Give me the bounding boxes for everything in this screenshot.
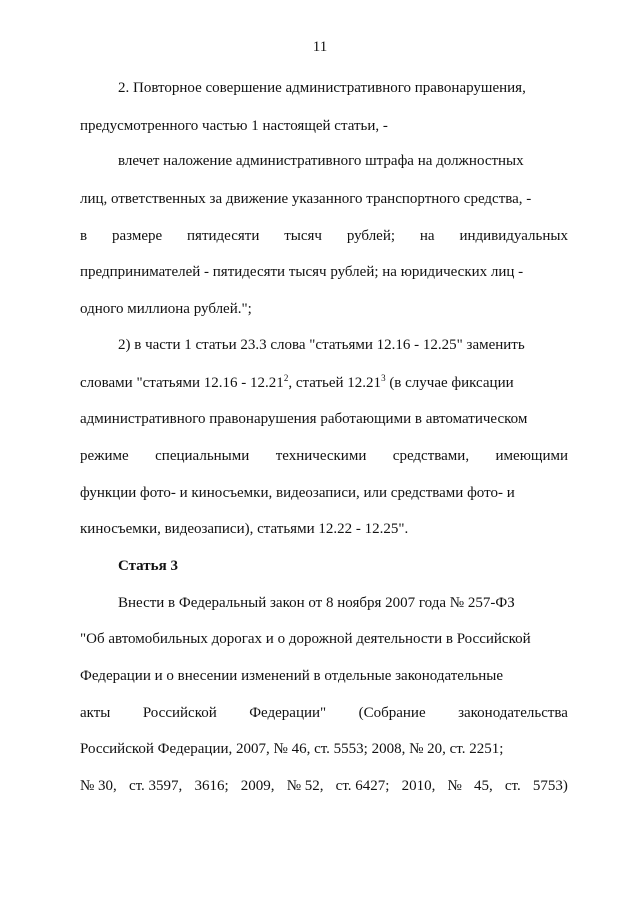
word: 5753) <box>532 778 568 794</box>
word: 3616; <box>194 778 229 794</box>
text-line-11 <box>80 445 568 467</box>
superscript: 3 <box>381 373 386 383</box>
word: Федерации" <box>249 705 327 721</box>
word: законодательства <box>458 705 568 721</box>
text-line-12: функции фото- и киносъемки, видеозаписи, или средствами фото- и <box>80 485 515 501</box>
word: Российской <box>142 705 217 721</box>
word: ст. 3597, <box>128 778 183 794</box>
word: средствами, <box>392 448 470 464</box>
word: ст. <box>504 778 521 794</box>
superscript: 2 <box>283 373 289 383</box>
word: 45, <box>473 778 493 794</box>
word: тысяч <box>284 228 322 244</box>
word: имеющими <box>495 448 568 464</box>
article-heading: Статья 3 <box>118 558 178 574</box>
word: № 30, <box>80 778 117 794</box>
text-segment: , статьей 12.21 <box>288 375 382 391</box>
word: рублей; <box>346 228 396 244</box>
word: пятидесяти <box>187 228 260 244</box>
text-line-6: предпринимателей - пятидесяти тысяч рублей; на юридических лиц - <box>80 264 524 280</box>
text-line-19 <box>80 775 568 797</box>
text-line-8: 2) в части 1 статьи 23.3 слова "статьями 12.16 - 12.25" заменить <box>118 337 525 353</box>
text-line-3: влечет наложение административного штрафа на должностных <box>118 153 524 169</box>
word: специальными <box>155 448 250 464</box>
text-line-9 <box>80 372 514 394</box>
word: (Собрание <box>358 705 426 721</box>
text-line-10: административного правонарушения работающими в автоматическом <box>80 411 528 427</box>
word: размере <box>111 228 163 244</box>
text-line-2: предусмотренного частью 1 настоящей статьи, - <box>80 118 388 134</box>
text-line-4: лиц, ответственных за движение указанного транспортного средства, - <box>80 191 532 207</box>
word: индивидуальных <box>459 228 568 244</box>
word: режиме <box>80 448 129 464</box>
text-line-17 <box>80 702 568 724</box>
word: акты <box>80 705 111 721</box>
page-number: 11 <box>312 39 328 55</box>
text-line-18: Российской Федерации, 2007, № 46, ст. 5553; 2008, № 20, ст. 2251; <box>80 741 504 757</box>
text-line-5 <box>80 225 568 247</box>
text-segment: (в случае фиксации <box>385 375 514 391</box>
word: в <box>80 228 88 244</box>
text-line-7: одного миллиона рублей."; <box>80 301 252 317</box>
word: 2009, <box>240 778 275 794</box>
text-line-15: "Об автомобильных дорогах и о дорожной деятельности в Российской <box>80 631 531 647</box>
text-line-13: киносъемки, видеозаписи), статьями 12.22 - 12.25". <box>80 521 409 537</box>
text-segment: словами "статьями 12.16 - 12.21 <box>80 375 284 391</box>
word: № 52, <box>286 778 324 794</box>
word: 2010, <box>401 778 436 794</box>
text-line-1: 2. Повторное совершение административного правонарушения, <box>118 80 526 96</box>
text-line-16: Федерации и о внесении изменений в отдельные законодательные <box>80 668 504 684</box>
text-line-14: Внести в Федеральный закон от 8 ноября 2007 года № 257-ФЗ <box>118 595 515 611</box>
word: техническими <box>275 448 367 464</box>
word: ст. 6427; <box>335 778 390 794</box>
word: на <box>419 228 435 244</box>
word: № <box>447 778 462 794</box>
